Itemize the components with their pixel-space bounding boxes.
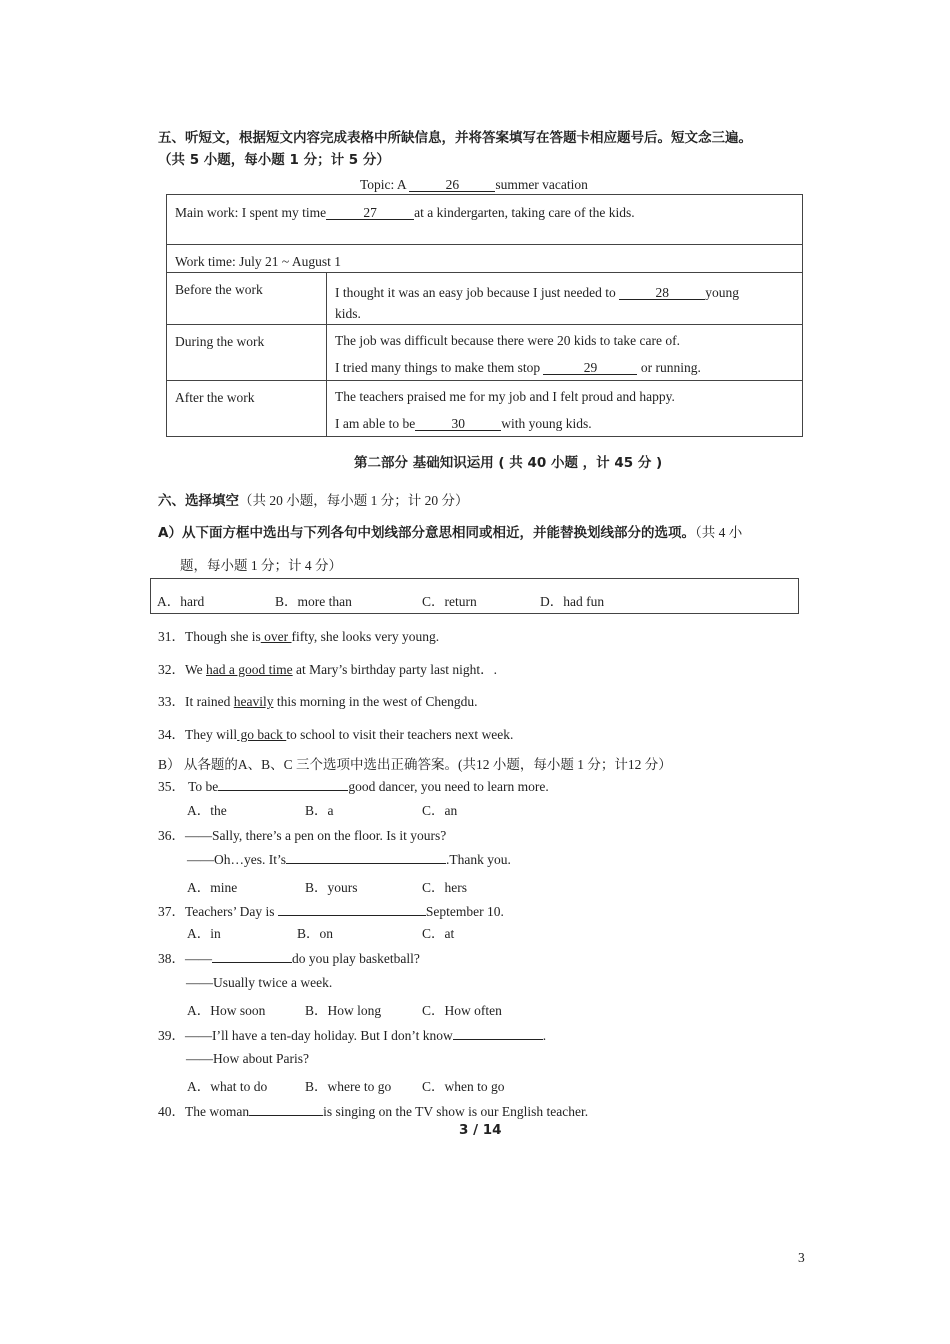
q37-option-c: C．at [422, 926, 455, 941]
topic-line [360, 177, 588, 193]
before-label: Before the work [167, 273, 327, 325]
during-label: During the work [167, 325, 327, 381]
answer-blank-40[interactable] [249, 1115, 323, 1116]
q39-option-b: B．where to go [305, 1079, 392, 1094]
answer-blank-38[interactable] [212, 962, 292, 963]
question-31: 31．Though she is over fifty, she looks very young. [158, 629, 440, 644]
answer-blank-37[interactable] [278, 915, 426, 916]
question-32: 32．We had a good time at Mary’s birthday party last night．. [158, 662, 497, 677]
question-34: 34．They will go back to school to visit their teachers next week. [158, 727, 514, 742]
q38-option-b: B．How long [305, 1003, 382, 1018]
info-table [166, 194, 803, 437]
question-40: 40．The woman is singing on the TV show is our English teacher. [158, 1104, 589, 1119]
after-cell: The teachers praised me for my job and I felt proud and happy. I am able to be 30 with young kids. [327, 381, 803, 437]
option-d: D．had fun [540, 594, 605, 609]
section6a-title-cont: 题，每小题 1 分；计 4 分） [180, 558, 342, 573]
q37-option-b: B．on [297, 926, 334, 941]
answer-blank-36[interactable] [286, 863, 446, 864]
after-label: After the work [167, 381, 327, 437]
question-37: 37．Teachers’ Day is September 10. [158, 904, 504, 919]
question-35: 35． To be good dancer, you need to learn more. [158, 779, 549, 794]
section6-title: 六、选择填空（共 20 小题，每小题 1 分；计 20 分） [158, 493, 469, 509]
question-39: 39．——I’ll have a ten-day holiday. But I don’t know . [158, 1028, 547, 1043]
during-cell: The job was difficult because there were 20 kids to take care of. I tried many things to make them stop 29 or running. [327, 325, 803, 381]
question-39-reply: ——How about Paris? [186, 1051, 309, 1066]
q35-option-b: B．a [305, 803, 334, 818]
question-38-reply: ——Usually twice a week. [186, 975, 333, 990]
answer-blank-30[interactable]: 30 [415, 417, 501, 431]
question-38: 38．—— do you play basketball? [158, 951, 420, 966]
before-cell: I thought it was an easy job because I just needed to 28 young kids. [327, 273, 803, 325]
answer-blank-27[interactable]: 27 [326, 206, 414, 220]
q36-option-a: A．mine [187, 880, 238, 895]
option-a: A．hard [157, 594, 205, 609]
answer-blank-26[interactable]: 26 [409, 178, 495, 192]
section5-subtitle: （共 5 小题，每小题 1 分；计 5 分） [158, 152, 390, 168]
q39-option-a: A．what to do [187, 1079, 268, 1094]
option-b: B．more than [275, 594, 352, 609]
section5-title: 五、听短文，根据短文内容完成表格中所缺信息，并将答案填写在答题卡相应题号后。短文念三遍。 [158, 130, 752, 146]
section6a-title: A）从下面方框中选出与下列各句中划线部分意思相同或相近，并能替换划线部分的选项。（共 4 小 [158, 525, 743, 541]
q37-option-a: A．in [187, 926, 221, 941]
q36-option-c: C．hers [422, 880, 467, 895]
part2-title: 第二部分 基础知识运用 ( 共 40 小题 ，计 45 分 ) [354, 455, 663, 471]
section6b-title: B） 从各题的A、B、C 三个选项中选出正确答案。(共12 小题，每小题 1 分；计12 分） [158, 757, 672, 772]
q38-option-a: A．How soon [187, 1003, 266, 1018]
topic-prefix: Topic: A [360, 177, 406, 192]
answer-blank-35[interactable] [218, 790, 348, 791]
q35-option-c: C．an [422, 803, 458, 818]
page-footer: 3 / 14 [459, 1122, 502, 1138]
answer-blank-28[interactable]: 28 [619, 286, 705, 300]
question-33: 33．It rained heavily this morning in the west of Chengdu. [158, 694, 478, 709]
q38-option-c: C．How often [422, 1003, 502, 1018]
q35-option-a: A．the [187, 803, 227, 818]
q39-option-c: C．when to go [422, 1079, 505, 1094]
answer-blank-39[interactable] [453, 1039, 543, 1040]
answer-blank-29[interactable]: 29 [543, 361, 637, 375]
option-c: C．return [422, 594, 477, 609]
main-work-cell: Main work: I spent my time 27 at a kindergarten, taking care of the kids. [167, 195, 803, 245]
topic-suffix: summer vacation [495, 177, 588, 192]
work-time-cell: Work time: July 21 ~ August 1 [167, 245, 803, 273]
question-36-reply: ——Oh…yes. It’s .Thank you. [187, 852, 511, 867]
question-36: 36．——Sally, there’s a pen on the floor. Is it yours? [158, 828, 447, 843]
page-number: 3 [798, 1250, 805, 1265]
q36-option-b: B．yours [305, 880, 358, 895]
